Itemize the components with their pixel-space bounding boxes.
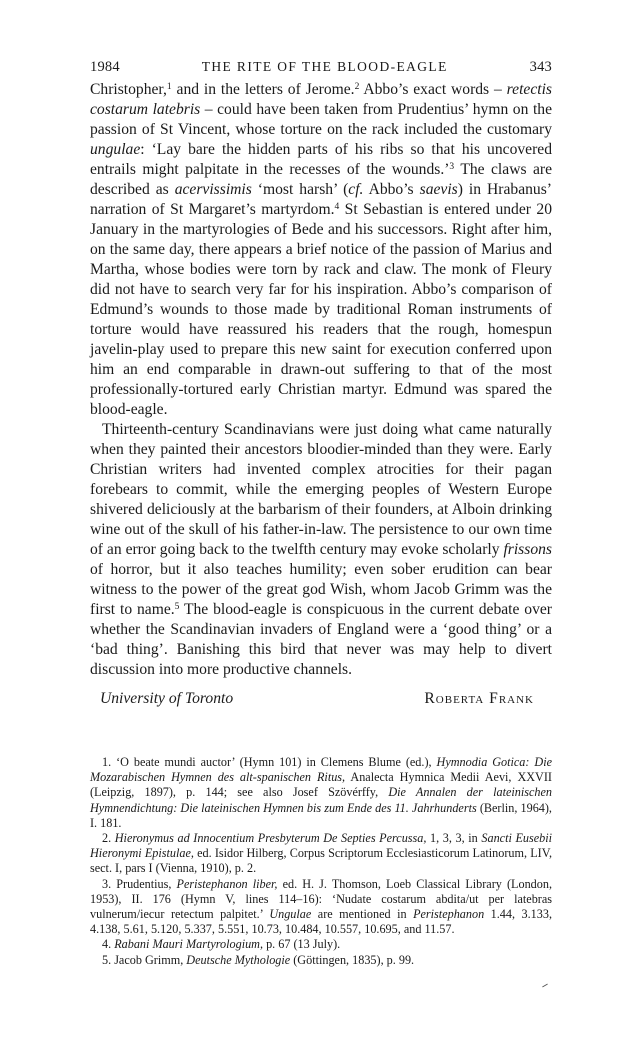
footnote-ref: 4: [334, 202, 340, 212]
body-paragraph-2: [90, 420, 552, 680]
italic-run: Peristephanon: [413, 907, 485, 922]
text-run: 1, 3, 3, in: [426, 831, 482, 846]
italic-run: Hymnodia Gotica: Die Mozarabischen Hymnen des alt-spanischen Ritus,: [90, 755, 553, 785]
author-name: Roberta Frank: [424, 690, 534, 707]
italic-run: frissons: [503, 541, 552, 558]
text-run: Thirteenth-century Scandinavians were just doing what came naturally when they painted their ancestors bloodier-minded than they were. Early Christian writers had invented complex atrocities for their pagan forebears to commit, while the emerging peoples of Western Europe shivered deliciously at the barbarism of their founders, at Alboin drinking wine out of the skull of his father-in-law. The persistence to our own time of an error going back to the twelfth century may evoke scholarly: [90, 421, 552, 558]
italic-run: Hieronymus ad Innocentium Presbyterum De Septies Percussa,: [114, 831, 427, 846]
italic-run: Sancti Eusebii Hieronymi Epistulae,: [90, 831, 552, 861]
text-run: ed. Isidor Hilberg, Corpus Scriptorum Ecclesiasticorum Latinorum, LIV, sect. I, pars I (Vienna, 1910), p. 2.: [90, 846, 552, 876]
italic-run: ungulae: [90, 141, 141, 158]
text-run: ) in Hrabanus’ narration of St Margaret’s martyrdom.: [90, 181, 552, 218]
page-number: 343: [529, 59, 552, 75]
text-run: : ‘Lay bare the hidden parts of his ribs so that his uncovered entrails might palpitate in the recesses of the wounds.’: [90, 141, 552, 178]
text-run: 1. ‘O beate mundi auctor’ (Hymn 101) in Clemens Blume (ed.),: [102, 755, 437, 769]
text-run: ‘most harsh’ (: [251, 181, 349, 198]
footnotes: [90, 755, 552, 968]
italic-run: acervissimis: [174, 181, 252, 198]
text-run: (Berlin, 1964), I. 181.: [90, 800, 552, 830]
italic-run: Deutsche Mythologie: [186, 952, 291, 967]
text-run: and in the letters of Jerome.: [171, 81, 355, 98]
header-title: THE RITE OF THE BLOOD-EAGLE: [201, 59, 448, 74]
footnote-2: [90, 831, 552, 877]
italic-run: Rabani Mauri Martyrologium,: [114, 937, 264, 952]
text-run: Analecta Hymnica Medii Aevi, XXVII (Leipzig, 1897), p. 144; see also Josef Szövérffy,: [90, 770, 552, 800]
text-run: Abbo’s exact words –: [359, 81, 507, 98]
italic-run: Peristephanon liber,: [176, 876, 278, 891]
text-run: 2.: [102, 831, 115, 846]
footnote-ref: 3: [449, 162, 455, 172]
article-body: [90, 80, 552, 680]
running-head: [90, 58, 552, 80]
italic-run: Die Annalen der lateinischen Hymnendichtung: Die lateinischen Hymnen bis zum Ende des 11. Jahrhunderts: [90, 785, 552, 815]
italic-run: saevis: [419, 181, 458, 198]
text-run: St Sebastian is entered under 20 January in the martyrologies of Bede and his successors. Right after him, on the same day, there appears a brief notice of the passion of Marius and Martha, whose bodies were torn by rack and claw. The monk of Fleury did not have to search very far for his inspiration. Abbo’s comparison of Edmund’s wounds to those made by traditional Roman instruments of torture would have reassured his readers that the rough, homespun javelin-play used to prepare this new saint for execution conferred upon him an end comparable in drawn-out suffering to that of the most professionally-tortured early Christian martyr. Edmund was spared the blood-eagle.: [90, 201, 553, 418]
journal-page: [90, 58, 552, 968]
text-run: ed. H. J. Thomson, Loeb Classical Library (London, 1953), II. 176 (Hymn V, lines 114–16): ‘Nudate costarum abdita/ut per latebras vulnerum/iecur retectum palpitet.’: [90, 876, 552, 922]
footnote-ref: 1: [166, 82, 172, 92]
footnote-3: [90, 877, 552, 938]
body-paragraph-1: [90, 80, 552, 420]
text-run: are mentioned in: [311, 907, 414, 922]
footnote-ref: 5: [174, 602, 180, 612]
text-run: (Göttingen, 1835), p. 99.: [290, 952, 415, 967]
italic-run: retectis costarum latebris: [90, 81, 552, 118]
text-run: Christopher,: [90, 81, 167, 98]
text-run: 3. Prudentius,: [102, 876, 177, 891]
text-run: 5. Jacob Grimm,: [102, 952, 187, 967]
italic-run: cf.: [348, 181, 364, 198]
text-run: The blood-eagle is conspicuous in the current debate over whether the Scandinavian invaders of England were a ‘good thing’ or a ‘bad thing’. Banishing this bird that never was may help to divert discussion into more productive channels.: [90, 601, 552, 678]
italic-run: Ungulae: [269, 907, 312, 922]
text-run: The claws are described as: [90, 161, 552, 198]
signature: [90, 689, 552, 709]
footnote-1: [90, 755, 552, 831]
footnote-5: [90, 953, 552, 968]
page-speck: [542, 984, 548, 988]
text-run: of horror, but it also teaches humility; even sober erudition can bear witness to the power of the great god Wish, whom Jacob Grimm was the first to name.: [90, 561, 552, 618]
text-run: – could have been taken from Prudentius’ hymn on the passion of St Vincent, whose torture on the rack included the customary: [90, 101, 552, 138]
text-run: Abbo’s: [363, 181, 420, 198]
text-run: p. 67 (13 July).: [263, 937, 341, 952]
text-run: 4.: [102, 937, 115, 952]
footnote-ref: 2: [354, 82, 360, 92]
text-run: 1.44, 3.133, 4.138, 5.61, 5.120, 5.337, 5.551, 10.73, 10.484, 10.557, 10.695, and 11.57.: [90, 907, 552, 937]
header-year: 1984: [90, 59, 120, 75]
footnote-4: [90, 937, 552, 952]
author-affiliation: University of Toronto: [100, 690, 234, 707]
